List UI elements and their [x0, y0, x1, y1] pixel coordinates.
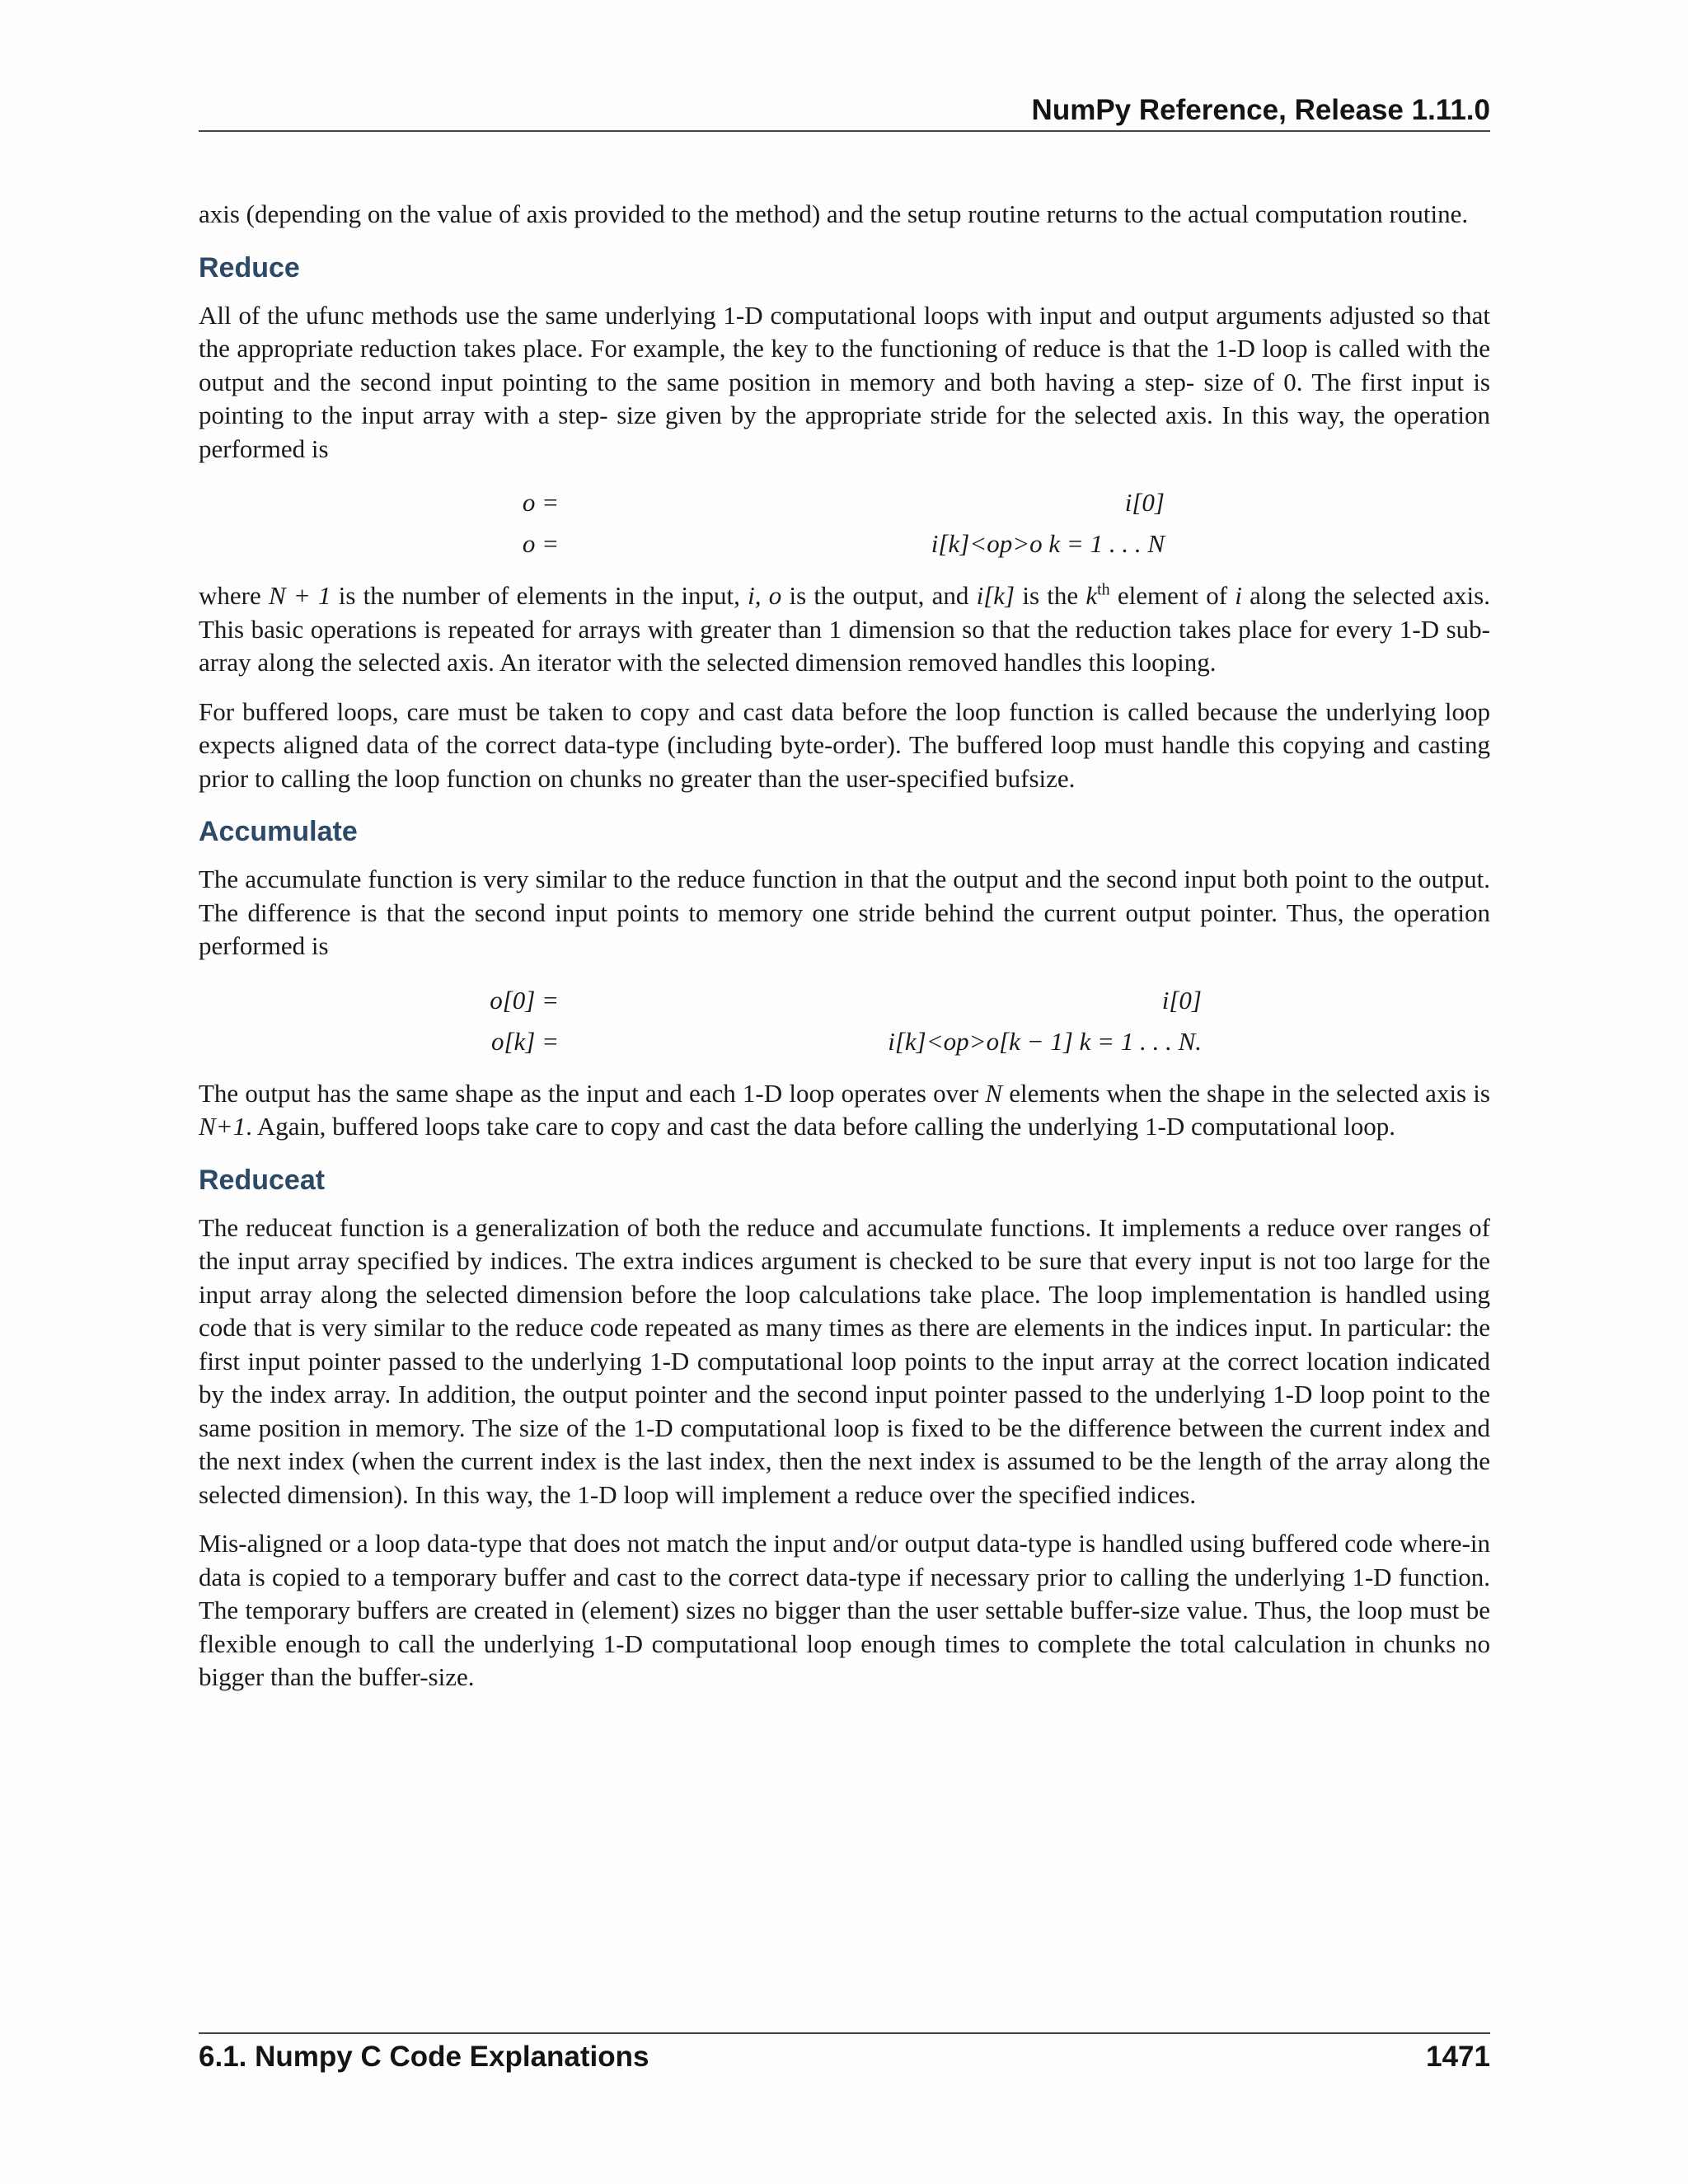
text-run: where	[199, 581, 269, 610]
document-page	[199, 0, 1490, 2184]
equation-row	[199, 1021, 1490, 1062]
reduceat-heading: Reduceat	[199, 1164, 326, 1196]
intro-paragraph: axis (depending on the value of axis provided to the method) and the setup routine returns to the actual computation routine.	[199, 199, 1469, 228]
reduce-paragraph-2	[199, 579, 1490, 680]
equation-row	[199, 980, 1490, 1021]
accumulate-paragraph-1: The accumulate function is very similar to the reduce function in that the output and the second input both point to the output. The difference is that the second input points to memory one stride behind the current output pointer. Thus, the operation performed is	[199, 865, 1490, 960]
equation-lhs: o =	[522, 529, 559, 558]
text-run: is the	[1015, 581, 1086, 610]
accumulate-heading: Accumulate	[199, 816, 358, 847]
page-number: 1471	[1426, 2041, 1490, 2073]
reduce-heading: Reduce	[199, 251, 300, 284]
equation-rhs: i[k]<op>o[k − 1] k = 1 . . . N.	[888, 1026, 1202, 1056]
reduceat-paragraph-1: The reduceat function is a generalization of both the reduce and accumulate functions. It implements a reduce over ranges of the input array specified by indices. The extra indices argument is checked to be sure that every input is not too large for the input array along the selected dimension before the loop calculations take place. The loop implementation is handled using code that is very similar to the reduce code repeated as many times as there are elements in the indices input. In particular: the first input pointer passed to the underlying 1-D computational loop points to the input array at the correct location indicated by the index array. In addition, the output pointer and the second input pointer passed to the underlying 1-D loop point to the same position in memory. The size of the 1-D computational loop is fixed to be the difference between the current index and the next index (when the current index is the last index, then the next index is assumed to be the length of the array along the selected dimension). In this way, the 1-D loop will implement a reduce over the specified indices.	[199, 1212, 1490, 1509]
equation-rhs: i[0]	[1124, 488, 1165, 517]
text-run: is the output, and	[781, 581, 977, 610]
equation-lhs: o[k] =	[490, 1026, 559, 1056]
reduceat-paragraph-2: Mis-aligned or a loop data-type that does not match the input and/or output data-type is handled using buffered code where-in data is copied to a temporary buffer and cast to the correct data-type if necessary prior to calling the underlying 1-D function. The temporary buffers are created in (element) sizes no bigger than the user settable buffer-size value. Thus, the loop must be flexible enough to call the underlying 1-D computational loop enough times to complete the total calculation in chunks no bigger than the buffer-size.	[199, 1529, 1490, 1691]
superscript: th	[1097, 580, 1110, 599]
accumulate-equation	[199, 980, 1490, 1062]
equation-lhs: o =	[522, 488, 559, 517]
text-run: is the number of elements in the input,	[331, 581, 748, 610]
footer-section-title: 6.1. Numpy C Code Explanations	[199, 2041, 649, 2073]
running-header: NumPy Reference, Release 1.11.0	[1031, 94, 1490, 126]
equation-row	[199, 523, 1490, 565]
math-inline: i[k]	[976, 581, 1015, 610]
text-run: element of	[1109, 581, 1236, 610]
reduce-equation	[199, 482, 1490, 565]
text-run: along the selected axis. This basic operations is repeated for arrays with greater than 1 dimension so that the reduction takes place for every 1-D sub-array along the selected axis. An iterator with the selected dimension removed handles this looping.	[199, 581, 1490, 677]
text-run: . Again, buffered loops take care to copy and cast the data before calling the underlying 1-D computational loop.	[246, 1112, 1395, 1141]
text-run: elements when the shape in the selected axis is	[1002, 1078, 1490, 1108]
equation-rhs: i[0]	[1161, 985, 1202, 1015]
accumulate-paragraph-2	[199, 1077, 1490, 1144]
math-inline: i, o	[748, 581, 782, 610]
equation-row	[199, 482, 1490, 523]
equation-rhs: i[k]<op>o k = 1 . . . N	[931, 529, 1165, 558]
math-inline: i	[1235, 581, 1242, 610]
math-inline: N + 1	[268, 581, 331, 610]
math-inline: k	[1085, 581, 1098, 610]
page-content	[199, 198, 1490, 1710]
reduce-paragraph-3: For buffered loops, care must be taken to copy and cast data before the loop function is called because the underlying loop expects aligned data of the correct data-type (including byte-order). The buffered loop must handle this copying and casting prior to calling the loop function on chunks no greater than the user-specified bufsize.	[199, 696, 1490, 793]
text-run: The output has the same shape as the input and each 1-D loop operates over	[199, 1078, 986, 1108]
equation-lhs: o[0] =	[490, 985, 559, 1015]
footer-rule	[199, 2032, 1490, 2034]
reduce-paragraph-1: All of the ufunc methods use the same underlying 1-D computational loops with input and output arguments adjusted so that the appropriate reduction takes place. For example, the key to the functioning of reduce is that the 1-D loop is called with the output and the second input pointing to the same position in memory and both having a step- size of 0. The first input is pointing to the input array with a step- size given by the appropriate stride for the selected axis. In this way, the operation performed is	[199, 300, 1490, 463]
header-rule	[199, 130, 1490, 132]
math-inline: N	[985, 1078, 1003, 1108]
math-inline: N+1	[199, 1112, 246, 1141]
